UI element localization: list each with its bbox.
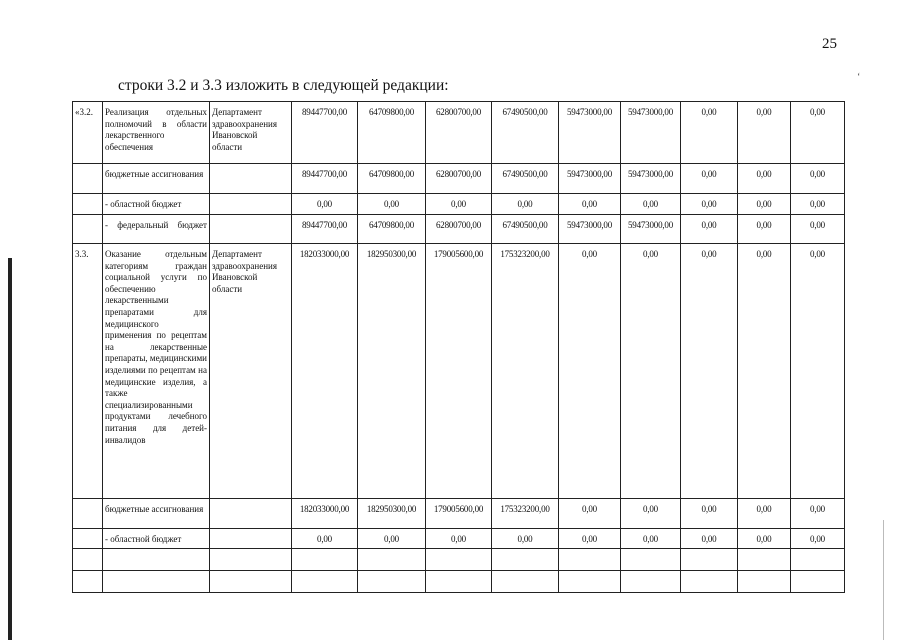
empty-cell [559,571,621,593]
row-value: 0,00 [426,194,492,215]
table-row-3-2-federal [73,215,845,244]
row-value: 179005600,00 [426,244,492,499]
row-value: 59473000,00 [621,102,681,164]
row-value: 59473000,00 [559,164,621,194]
row-value: 0,00 [738,215,791,244]
empty-cell [559,549,621,571]
row-department [210,194,292,215]
row-value: 59473000,00 [621,164,681,194]
row-value: 0,00 [681,102,738,164]
empty-cell [103,571,210,593]
row-code [73,164,103,194]
page-heading: строки 3.2 и 3.3 изложить в следующей редакции: [118,77,449,94]
row-value: 0,00 [559,499,621,529]
empty-cell [292,571,358,593]
table-row-empty [73,571,845,593]
row-value: 0,00 [492,529,559,549]
row-value: 67490500,00 [492,164,559,194]
row-value: 0,00 [791,164,845,194]
row-value: 0,00 [791,499,845,529]
row-value: 0,00 [791,102,845,164]
table-row-3-3-budget [73,499,845,529]
row-value: 182950300,00 [358,244,426,499]
row-value: 67490500,00 [492,102,559,164]
row-value: 0,00 [738,164,791,194]
row-value: 0,00 [426,529,492,549]
row-name: бюджетные ассигнования [103,499,210,529]
row-value: 0,00 [738,244,791,499]
row-value: 67490500,00 [492,215,559,244]
empty-cell [103,549,210,571]
empty-cell [621,549,681,571]
row-code [73,215,103,244]
row-name: бюджетные ассигнования [103,164,210,194]
empty-cell [681,549,738,571]
empty-cell [791,549,845,571]
table-row-empty [73,549,845,571]
row-value: 0,00 [738,529,791,549]
budget-table [72,101,845,593]
empty-cell [358,549,426,571]
table-row-3-3 [73,244,845,499]
row-value: 0,00 [791,244,845,499]
row-code [73,194,103,215]
row-value: 0,00 [358,529,426,549]
row-value: 182033000,00 [292,244,358,499]
row-value: 0,00 [621,499,681,529]
row-name: - областной бюджет [103,529,210,549]
row-value: 0,00 [681,164,738,194]
row-department [210,499,292,529]
row-value: 0,00 [681,215,738,244]
empty-cell [492,549,559,571]
row-value: 0,00 [292,194,358,215]
empty-cell [621,571,681,593]
row-value: 62800700,00 [426,102,492,164]
row-code: «3.2. [73,102,103,164]
empty-cell [210,549,292,571]
empty-cell [738,571,791,593]
row-value: 0,00 [738,194,791,215]
row-name: - областной бюджет [103,194,210,215]
row-value: 175323200,00 [492,499,559,529]
row-value: 175323200,00 [492,244,559,499]
empty-cell [73,549,103,571]
row-value: 0,00 [292,529,358,549]
row-code [73,529,103,549]
row-value: 182033000,00 [292,499,358,529]
right-margin-line [883,520,884,640]
empty-cell [426,549,492,571]
row-value: 0,00 [358,194,426,215]
row-value: 179005600,00 [426,499,492,529]
row-value: 62800700,00 [426,164,492,194]
row-code [73,499,103,529]
table-row-3-3-regional [73,529,845,549]
table-row-3-2-budget [73,164,845,194]
margin-mark: ‘ [857,72,861,83]
table-row-3-2-regional [73,194,845,215]
row-department [210,215,292,244]
left-margin-bar [8,258,12,640]
row-value: 59473000,00 [621,215,681,244]
row-value: 0,00 [621,244,681,499]
row-department: Департамент здравоохранения Ивановской области [210,244,292,499]
row-value: 89447700,00 [292,102,358,164]
row-value: 0,00 [492,194,559,215]
row-name: - федеральный бюджет [103,215,210,244]
empty-cell [681,571,738,593]
empty-cell [738,549,791,571]
row-value: 64709800,00 [358,102,426,164]
row-value: 0,00 [738,499,791,529]
row-value: 64709800,00 [358,164,426,194]
row-value: 59473000,00 [559,215,621,244]
empty-cell [210,571,292,593]
row-value: 0,00 [559,529,621,549]
row-department: Департамент здравоохранения Ивановской области [210,102,292,164]
row-value: 0,00 [791,194,845,215]
row-value: 0,00 [559,244,621,499]
empty-cell [292,549,358,571]
empty-cell [73,571,103,593]
empty-cell [492,571,559,593]
row-value: 59473000,00 [559,102,621,164]
table-row-3-2 [73,102,845,164]
row-name: Оказание отдельным категориям граждан социальной услуги по обеспечению лекарственными препаратами для медицинского применения по рецептам на лекарственные препараты, медицинскими изделиями по рецептам на медицинские изделия, а также специализированными продуктами лечебного питания для детей-инвалидов [103,244,210,499]
row-value: 0,00 [681,529,738,549]
row-value: 0,00 [791,215,845,244]
row-department [210,529,292,549]
row-value: 0,00 [791,529,845,549]
row-code: 3.3. [73,244,103,499]
row-value: 0,00 [621,529,681,549]
row-value: 0,00 [681,499,738,529]
row-value: 64709800,00 [358,215,426,244]
empty-cell [426,571,492,593]
empty-cell [791,571,845,593]
row-value: 0,00 [681,194,738,215]
row-value: 0,00 [681,244,738,499]
empty-cell [358,571,426,593]
page-number: 25 [822,36,837,52]
row-value: 89447700,00 [292,164,358,194]
row-value: 0,00 [559,194,621,215]
row-name: Реализация отдельных полномочий в области лекарственного обеспечения [103,102,210,164]
row-value: 0,00 [738,102,791,164]
row-value: 62800700,00 [426,215,492,244]
row-value: 182950300,00 [358,499,426,529]
row-value: 0,00 [621,194,681,215]
row-value: 89447700,00 [292,215,358,244]
row-department [210,164,292,194]
